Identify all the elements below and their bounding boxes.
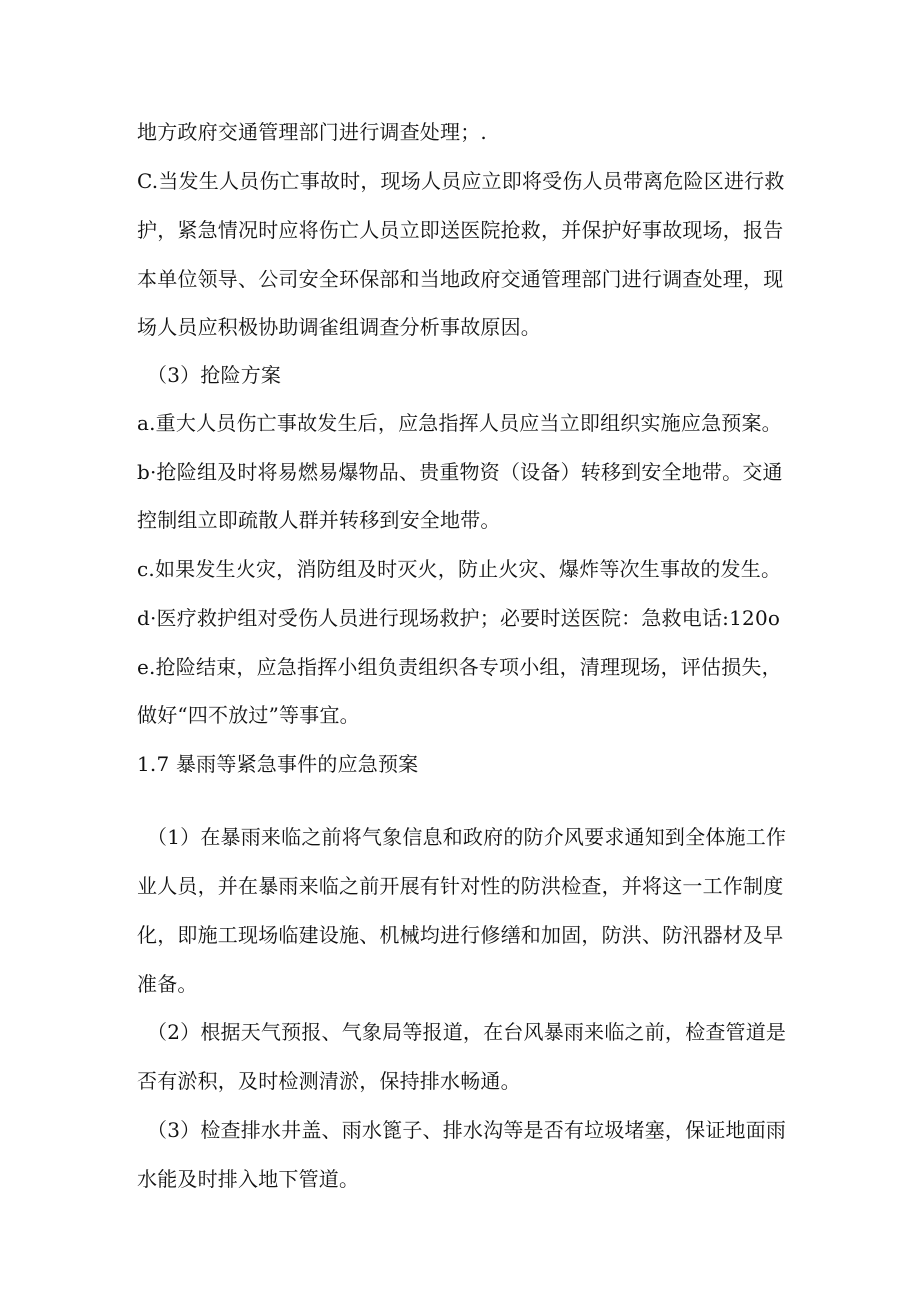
text-line: 化，即施工现场临建设施、机械均进行修缮和加固，防洪、防汛器材及早	[137, 923, 784, 947]
text-line: 做好“四不放过”等事宜。	[137, 703, 360, 727]
text-line: d·医疗救护组对受伤人员进行现场救护；必要时送医院：急救电话:120o	[137, 606, 781, 630]
text-line: e.抢险结束，应急指挥小组负责组织各专项小组，清理现场，评估损失，	[137, 655, 782, 679]
text-line: 水能及时排入地下管道。	[137, 1167, 360, 1191]
text-line: 准备。	[137, 972, 198, 996]
text-line: 业人员，并在暴雨来临之前开展有针对性的防洪检查，并将这一工作制度	[137, 874, 784, 898]
text-line: 否有淤积，及时检测清淤，保持排水畅通。	[137, 1069, 521, 1093]
text-line: 地方政府交通管理部门进行调查处理；.	[137, 120, 487, 144]
text-line: a.重大人员伤亡事故发生后，应急指挥人员应当立即组织实施应急预案。	[137, 411, 782, 435]
text-line: （2）根据天气预报、气象局等报道，在台风暴雨来临之前，检查管道是	[147, 1020, 787, 1044]
text-line: （3）检查排水井盖、雨水篦子、排水沟等是否有垃圾堵塞，保证地面雨	[147, 1118, 787, 1142]
text-line: 场人员应积极协助调雀组调查分析事故原因。	[137, 315, 541, 339]
text-line: b·抢险组及时将易燃易爆物品、贵重物资（设备）转移到安全地带。交通	[137, 460, 783, 484]
text-line: c.如果发生火灾，消防组及时灭火，防止火灾、爆炸等次生事故的发生。	[137, 557, 782, 581]
section-heading: （3）抢险方案	[147, 363, 282, 387]
text-line: （1）在暴雨来临之前将气象信息和政府的防介风要求通知到全体施工作	[147, 825, 787, 849]
section-heading: 1.7 暴雨等紧急事件的应急预案	[137, 752, 419, 776]
text-line: 本单位领导、公司安全环保部和当地政府交通管理部门进行调查处理，现	[137, 267, 784, 291]
text-line: C.当发生人员伤亡事故时，现场人员应立即将受伤人员带离危险区进行救	[137, 169, 785, 193]
text-line: 控制组立即疏散人群并转移到安全地带。	[137, 508, 501, 532]
text-line: 护，紧急情况时应将伤亡人员立即送医院抢救，并保护好事故现场，报告	[137, 218, 784, 242]
